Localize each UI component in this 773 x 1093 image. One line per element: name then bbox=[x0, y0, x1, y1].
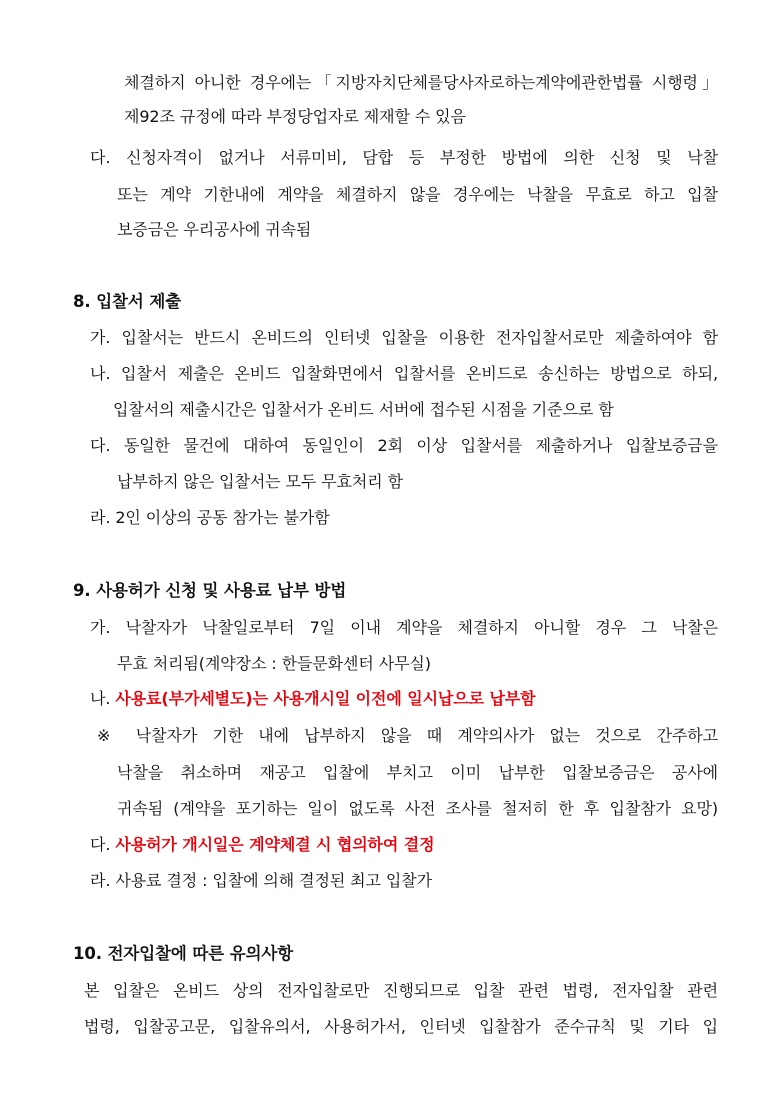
section-9-item-na bbox=[90, 688, 536, 710]
section-9-item-ga-line-1: 가. 낙찰자가 낙찰일로부터 7일 이내 계약을 체결하지 아니할 경우 그 낙찰은 bbox=[90, 618, 718, 637]
section-9-item-da bbox=[90, 834, 434, 856]
section-9-item-da-prefix: 다. bbox=[90, 835, 116, 854]
prev-item-da-line-1: 다. 신청자격이 없거나 서류미비, 담합 등 부정한 방법에 의한 신청 및 낙찰 bbox=[90, 148, 718, 167]
prev-item-da-line-2: 또는 계약 기한내에 계약을 체결하지 않을 경우에는 낙찰을 무효로 하고 입찰 bbox=[117, 185, 718, 204]
section-9-item-ra: 라. 사용료 결정 : 입찰에 의해 결정된 최고 입찰가 bbox=[90, 871, 432, 890]
prev-item-da-line-3: 보증금은 우리공사에 귀속됨 bbox=[117, 220, 312, 239]
section-9-title: 9. 사용허가 신청 및 사용료 납부 방법 bbox=[73, 581, 347, 600]
prev-tail-line-1: 체결하지 아니한 경우에는「지방자치단체를당사자로하는계약에관한법률 시행령」 bbox=[124, 73, 718, 92]
section-9-note-line-1: ※ 낙찰자가 기한 내에 납부하지 않을 때 계약의사가 없는 것으로 간주하고 bbox=[97, 726, 718, 745]
section-9-note-line-3: 귀속됨 (계약을 포기하는 일이 없도록 사전 조사를 철저히 한 후 입찰참가 요망) bbox=[117, 799, 718, 818]
section-10-line-1: 본 입찰은 온비드 상의 전자입찰로만 진행되므로 입찰 관련 법령, 전자입찰 관련 bbox=[84, 981, 718, 1000]
section-9-item-da-emphasis: 사용허가 개시일은 계약체결 시 협의하여 결정 bbox=[115, 835, 435, 854]
section-8-item-na-line-2: 입찰서의 제출시간은 입찰서가 온비드 서버에 접수된 시점을 기준으로 함 bbox=[113, 400, 614, 419]
section-8-item-na-line-1: 나. 입찰서 제출은 온비드 입찰화면에서 입찰서를 온비드로 송신하는 방법으로 하되, bbox=[90, 364, 718, 383]
section-9-note-line-2: 낙찰을 취소하며 재공고 입찰에 부치고 이미 납부한 입찰보증금은 공사에 bbox=[117, 763, 718, 782]
section-9-item-na-prefix: 나. bbox=[90, 689, 116, 708]
section-10-title: 10. 전자입찰에 따른 유의사항 bbox=[73, 944, 294, 963]
section-8-title: 8. 입찰서 제출 bbox=[73, 292, 182, 311]
section-10-line-2: 법령, 입찰공고문, 입찰유의서, 사용허가서, 인터넷 입찰참가 준수규칙 및 기타 입 bbox=[84, 1017, 718, 1036]
section-8-item-da-line-2: 납부하지 않은 입찰서는 모두 무효처리 함 bbox=[117, 472, 403, 491]
section-9-item-ga-line-2: 무효 처리됨(계약장소 : 한들문화센터 사무실) bbox=[117, 654, 431, 673]
section-9-item-na-emphasis: 사용료(부가세별도)는 사용개시일 이전에 일시납으로 납부함 bbox=[115, 689, 536, 708]
prev-tail-line-2: 제92조 규정에 따라 부정당업자로 제재할 수 있음 bbox=[124, 107, 466, 126]
section-8-item-da-line-1: 다. 동일한 물건에 대하여 동일인이 2회 이상 입찰서를 제출하거나 입찰보증금을 bbox=[90, 436, 718, 455]
section-8-item-ga: 가. 입찰서는 반드시 온비드의 인터넷 입찰을 이용한 전자입찰서로만 제출하여야 함 bbox=[90, 328, 718, 347]
section-8-item-ra: 라. 2인 이상의 공동 참가는 불가함 bbox=[90, 508, 330, 527]
